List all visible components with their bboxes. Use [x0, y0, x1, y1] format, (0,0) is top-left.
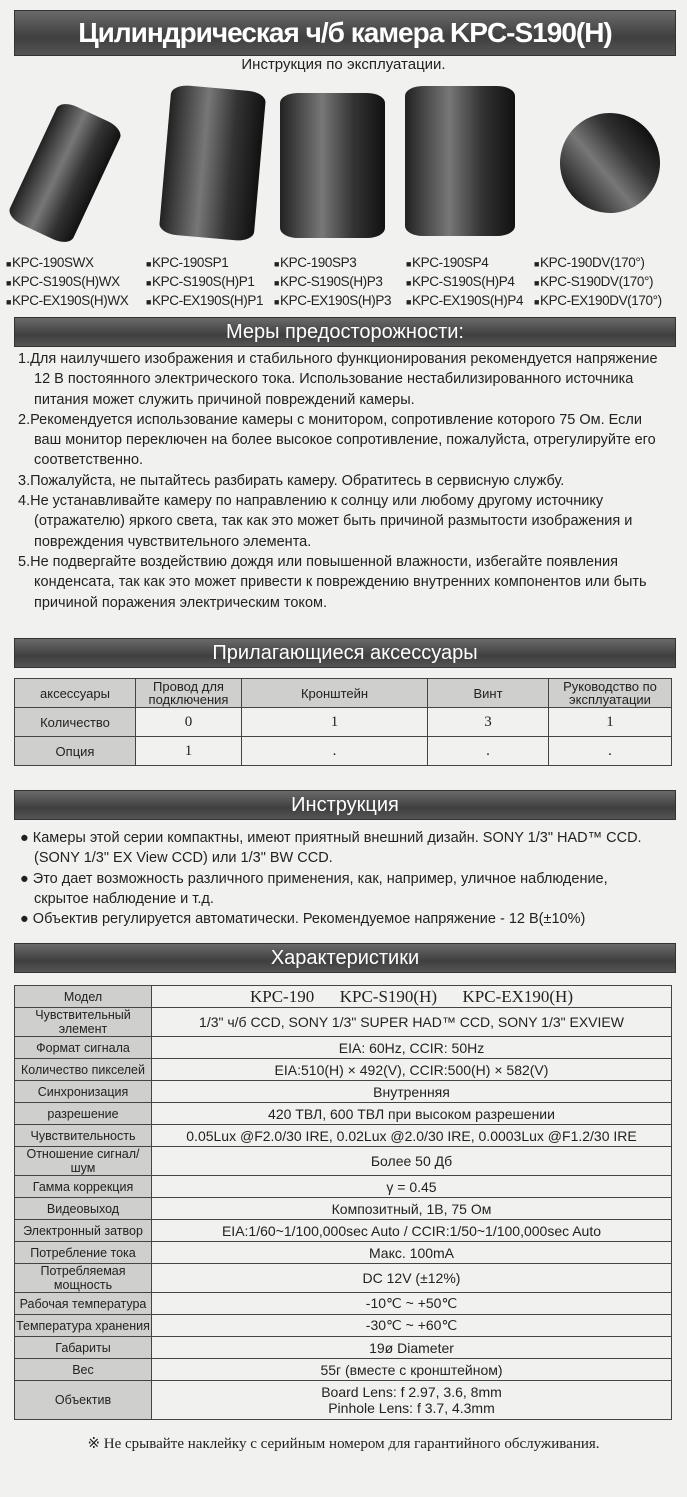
spec-label: Рабочая температура	[15, 1293, 152, 1315]
model-item: ■ KPC-EX190S(H)P3	[274, 292, 406, 311]
instruction-item: ● Камеры этой серии компактны, имеют приятный внешний дизайн. SONY 1/3" HAD™ CCD. (SONY 1/3" EX View CCD) или 1/3" BW CCD.	[20, 830, 642, 867]
spec-row	[15, 1293, 672, 1315]
spec-value: EIA: 60Hz, CCIR: 50Hz	[152, 1037, 672, 1059]
spec-value: KPC-190 KPC-S190(H) KPC-EX190(H)	[152, 986, 672, 1008]
camera-image-sp4	[405, 86, 515, 236]
spec-value: Макс. 100mA	[152, 1242, 672, 1264]
instructions-heading: Инструкция	[14, 790, 676, 820]
specs-table	[14, 985, 672, 1420]
accessories-table	[14, 678, 672, 766]
spec-label: Модел	[15, 986, 152, 1008]
header-cell: Винт	[428, 679, 549, 708]
spec-label: Электронный затвор	[15, 1220, 152, 1242]
spec-label: Потребляемая мощность	[15, 1264, 152, 1293]
spec-row	[15, 1359, 672, 1381]
spec-row	[15, 1081, 672, 1103]
spec-label: Потребление тока	[15, 1242, 152, 1264]
row-label: Количество	[15, 708, 136, 737]
spec-row	[15, 1125, 672, 1147]
table-row	[15, 708, 672, 737]
spec-value: Внутренняя	[152, 1081, 672, 1103]
header-cell: Кронштейн	[242, 679, 428, 708]
camera-image-sp1	[159, 84, 267, 242]
precautions-heading: Меры предосторожности:	[14, 317, 676, 347]
model-item: ■ KPC-190SP3	[274, 254, 406, 273]
spec-row	[15, 1315, 672, 1337]
row-label: Опция	[15, 737, 136, 766]
cell: .	[242, 737, 428, 766]
spec-row	[15, 1059, 672, 1081]
model-item: ■ KPC-S190DV(170°)	[534, 273, 684, 292]
model-item: ■ KPC-EX190S(H)WX	[6, 292, 146, 311]
accessories-heading: Прилагающиеся аксессуары	[14, 638, 676, 668]
precaution-item: 4.Не устанавливайте камеру по направлению к солнцу или любому другому источнику (отражателю) яркого света, так как это может быть причиной размытости изображения и повреждения чувствительного элемента.	[18, 493, 633, 550]
cell: .	[428, 737, 549, 766]
spec-value: Композитный, 1В, 75 Ом	[152, 1198, 672, 1220]
model-item: ■ KPC-190SP1	[146, 254, 274, 273]
subtitle: Инструкция по эксплуатации.	[241, 56, 446, 73]
spec-value: EIA:1/60~1/100,000sec Auto / CCIR:1/50~1/100,000sec Auto	[152, 1220, 672, 1242]
spec-value: 420 ТВЛ, 600 ТВЛ при высоком разрешении	[152, 1103, 672, 1125]
model-item: ■ KPC-190SP4	[406, 254, 534, 273]
camera-image-sp3	[280, 93, 385, 238]
warranty-note: ※ Не срывайте наклейку с серийным номером для гарантийного обслуживания.	[87, 1436, 600, 1452]
instruction-item: ● Это дает возможность различного применения, как, например, уличное наблюдение, скрытое наблюдение и т.д.	[20, 870, 608, 907]
precautions-list	[18, 349, 673, 613]
precaution-item: 3.Пожалуйста, не пытайтесь разбирать камеру. Обратитесь в сервисную службу.	[18, 472, 565, 489]
spec-label: Чувствительный элемент	[15, 1008, 152, 1037]
spec-label: Температура хранения	[15, 1315, 152, 1337]
table-row	[15, 737, 672, 766]
spec-row	[15, 1337, 672, 1359]
cell: .	[549, 737, 672, 766]
spec-label: Формат сигнала	[15, 1037, 152, 1059]
precaution-item: 1.Для наилучшего изображения и стабильного функционирования рекомендуется напряжение 12 В постоянного электрического тока. Использование нестабилизированного источника питания может служить причиной повреждений камеры.	[18, 351, 658, 408]
model-item: ■ KPC-S190S(H)WX	[6, 273, 146, 292]
table-header-row	[15, 679, 672, 708]
spec-value: -10℃ ~ +50℃	[152, 1293, 672, 1315]
specs-heading: Характеристики	[14, 943, 676, 973]
instruction-item: ● Объектив регулируется автоматически. Рекомендуемое напряжение - 12 В(±10%)	[20, 911, 586, 928]
spec-row	[15, 1147, 672, 1176]
spec-row	[15, 1103, 672, 1125]
spec-value: 0.05Lux @F2.0/30 IRE, 0.02Lux @2.0/30 IRE, 0.0003Lux @F1.2/30 IRE	[152, 1125, 672, 1147]
spec-value: 19ø Diameter	[152, 1337, 672, 1359]
model-item: ■ KPC-EX190S(H)P1	[146, 292, 274, 311]
spec-row	[15, 1198, 672, 1220]
header-cell: Провод для подключения	[136, 679, 242, 708]
model-item: ■ KPC-190SWX	[6, 254, 146, 273]
spec-row	[15, 1264, 672, 1293]
spec-value: -30℃ ~ +60℃	[152, 1315, 672, 1337]
spec-label: Чувствительность	[15, 1125, 152, 1147]
cell: 1	[136, 737, 242, 766]
camera-image-dv	[540, 93, 681, 234]
spec-row	[15, 986, 672, 1008]
cell: 3	[428, 708, 549, 737]
spec-label: Отношение сигнал/шум	[15, 1147, 152, 1176]
model-item: ■ KPC-S190S(H)P4	[406, 273, 534, 292]
model-item: ■ KPC-EX190S(H)P4	[406, 292, 534, 311]
model-item: ■ KPC-S190S(H)P3	[274, 273, 406, 292]
spec-value: EIA:510(H) × 492(V), CCIR:500(H) × 582(V)	[152, 1059, 672, 1081]
model-list	[6, 254, 686, 311]
cell: 1	[242, 708, 428, 737]
spec-row	[15, 1220, 672, 1242]
precaution-item: 2.Рекомендуется использование камеры с монитором, сопротивление которого 75 Ом. Если ваш монитор переключен на более высокое сопротивление, пожалуйста, отрегулируйте его соответственно.	[18, 411, 656, 469]
model-item: ■ KPC-190DV(170°)	[534, 254, 684, 273]
spec-value: Board Lens: f 2.97, 3.6, 8mm Pinhole Lens: f 3.7, 4.3mm	[152, 1381, 672, 1420]
spec-label: Видеовыход	[15, 1198, 152, 1220]
instructions-list	[18, 828, 658, 929]
spec-row	[15, 1242, 672, 1264]
cell: 0	[136, 708, 242, 737]
spec-row	[15, 1037, 672, 1059]
camera-image-swx	[6, 99, 124, 246]
header-cell: Руководство по эксплуатации	[549, 679, 672, 708]
spec-label: Вес	[15, 1359, 152, 1381]
header-cell: аксессуары	[15, 679, 136, 708]
spec-row	[15, 1176, 672, 1198]
spec-value: 1/3" ч/б CCD, SONY 1/3" SUPER HAD™ CCD, SONY 1/3" EXVIEW	[152, 1008, 672, 1037]
spec-label: Гамма коррекция	[15, 1176, 152, 1198]
camera-photos	[0, 78, 687, 243]
spec-value: DC 12V (±12%)	[152, 1264, 672, 1293]
document-title: Цилиндрическая ч/б камера KPC-S190(H)	[14, 10, 676, 56]
spec-label: Синхронизация	[15, 1081, 152, 1103]
spec-value: γ = 0.45	[152, 1176, 672, 1198]
spec-label: Количество пикселей	[15, 1059, 152, 1081]
spec-label: разрешение	[15, 1103, 152, 1125]
model-item: ■ KPC-S190S(H)P1	[146, 273, 274, 292]
model-item: ■ KPC-EX190DV(170°)	[534, 292, 684, 311]
spec-row	[15, 1381, 672, 1420]
spec-row	[15, 1008, 672, 1037]
cell: 1	[549, 708, 672, 737]
spec-value: 55г (вместе с кронштейном)	[152, 1359, 672, 1381]
precaution-item: 5.Не подвергайте воздействию дождя или повышенной влажности, избегайте появления конденсата, так как это может привести к повреждению внутренних компонентов или быть причиной поражения электрическим током.	[18, 553, 647, 611]
spec-value: Более 50 Дб	[152, 1147, 672, 1176]
spec-label: Габариты	[15, 1337, 152, 1359]
spec-label: Объектив	[15, 1381, 152, 1420]
